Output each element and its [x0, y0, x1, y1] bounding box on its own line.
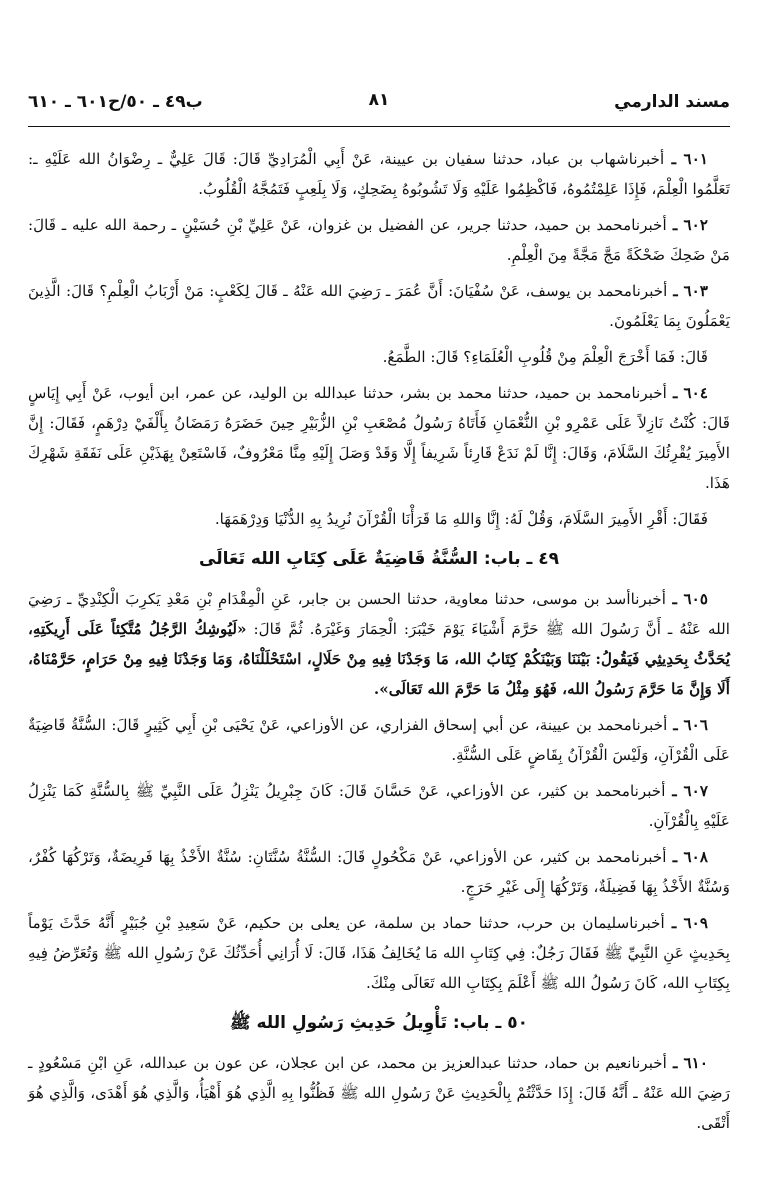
header-rule	[28, 126, 730, 127]
hadith-607: ٦٠٧ ـ أخبرنامحمد بن كثير، عن الأوزاعي، عَنْ حَسَّانَ قَالَ: كَانَ جِبْرِيلُ يَنْزِلُ عَلَى النَّبِيِّ ﷺ بِالسُّنَّةِ كَمَا يَنْزِلُ عَلَيْهِ بِالْقُرْآنِ.	[28, 782, 730, 830]
hadith-609: ٦٠٩ ـ أخبرناسليمان بن حرب، حدثنا حماد بن سلمة، عن يعلى بن حكيم، عَنْ سَعِيدِ بْنِ جُبَيْرٍ أَنَّهُ حَدَّثَ يَوْماً بِحَدِيثٍ عَنِ النَّبِيِّ ﷺ فَقَالَ رَجُلٌ: فِي كِتَابِ الله مَا يُخَالِفُ هَذَا، قَالَ: لَا أُرَانِي أُحَدِّثُكَ عَنْ رَسُولِ الله ﷺ وَتُعَرِّضُ فِيهِ بِكِتَابِ الله، كَانَ رَسُولُ الله ﷺ أَعْلَمَ بِكِتَابِ الله تَعَالَى مِنْكَ.	[28, 914, 730, 992]
hadith-603-continuation: قَالَ: فَمَا أَخْرَجَ الْعِلْمَ مِنْ قُلُوبِ الْعُلَمَاءِ؟ قَالَ: الطَّمَعُ.	[382, 348, 708, 366]
running-header	[28, 88, 730, 118]
chapter-heading-49: ٤٩ ـ باب: السُّنَّةُ قَاضِيَةٌ عَلَى كِتَابِ الله تَعَالَى	[199, 549, 559, 569]
hadith-605: ٦٠٥ ـ أخبرناأسد بن موسى، حدثنا معاوية، حدثنا الحسن بن جابر، عَنِ الْمِقْدَامِ بْنِ مَعْدِ يَكرِبَ الْكِنْدِيِّ ـ رَضِيَ الله عَنْهُ ـ أَنَّ رَسُولَ الله ﷺ حَرَّمَ أَشْيَاءَ يَوْمَ خَيْبَرَ: الْحِمَارَ وَغَيْرَهُ. ثُمَّ قَالَ: «لَيُوشِكُ الرَّجُلُ مُتَّكِئاً عَلَى أَرِيكَتِهِ، يُحَدَّثُ بِحَدِيثِي فَيَقُولُ: بَيْنَنَا وَبَيْنَكُمْ كِتَابُ الله، مَا وَجَدْنَا فِيهِ مِنْ حَلَالٍ، اسْتَحْلَلْنَاهُ، وَمَا وَجَدْنَا فِيهِ مِنْ حَرَامٍ، حَرَّمْنَاهُ، أَلَا وَإِنَّ مَا حَرَّمَ رَسُولُ الله، فَهُوَ مِثْلُ مَا حَرَّمَ الله تَعَالَى».	[28, 590, 731, 698]
hadith-604-continuation: فَقَالَ: أَقْرِ الأَمِيرَ السَّلَامَ، وَقُلْ لَهُ: إِنَّا وَاللهِ مَا قَرَأْنَا الْقُرْآنَ نُرِيدُ بِهِ الدُّنْيَا وَدِرْهَمَهَا.	[214, 510, 708, 528]
hadith-604: ٦٠٤ ـ أخبرنامحمد بن حميد، حدثنا محمد بن بشر، حدثنا عبدالله بن الوليد، عن عمر، ابن أيوب، عَنْ أَبِي إِيَاسٍ قَالَ: كُنْتُ نَازِلاً عَلَى عَمْرِو بْنِ النُّعْمَانِ فَأَتَاهُ رَسُولُ مُصْعَبِ بْنِ الزُّبَيْرِ حِينَ حَضَرَهُ رَمَضَانُ بِأَلْفَيْ دِرْهَمٍ، فَقَالَ: إِنَّ الأَمِيرَ يُقْرِئُكَ السَّلَامَ، وَقَالَ: إِنَّا لَمْ نَدَعْ قَارِئاً شَرِيفاً إِلَّا وَقَدْ وَصَلَ إِلَيْهِ مِنَّا مَعْرُوفٌ، فَاسْتَعِنْ بِهَذَيْنِ عَلَى نَفَقَةِ شَهْرِكَ هَذَا.	[28, 384, 730, 492]
chapter-heading-50: ٥٠ ـ باب: تَأْوِيلُ حَدِيثِ رَسُولِ الله ﷺ	[230, 1013, 528, 1033]
hadith-601: ٦٠١ ـ أخبرناشهاب بن عباد، حدثنا سفيان بن عيينة، عَنْ أَبِي الْمُرَادِيِّ قَالَ: قَالَ عَلِيٌّ ـ رِضْوَانُ الله عَلَيْهِ ـ: تَعَلَّمُوا الْعِلْمَ، فَإِذَا عَلِمْتُمُوهُ، فَاكْظِمُوا عَلَيْهِ وَلَا تَشُوبُوهُ بِضَحِكٍ، وَلَا بِلَعِبٍ فَتَمُجَّهُ الْقُلُوبُ.	[28, 150, 730, 198]
hadith-606: ٦٠٦ ـ أخبرنامحمد بن عيينة، عن أبي إسحاق الفزاري، عن الأوزاعي، عَنْ يَحْيَى بْنِ أَبِي كَثِيرٍ قَالَ: السُّنَّةُ قَاضِيَةٌ عَلَى الْقُرْآنِ، وَلَيْسَ الْقُرْآنُ بِقَاضٍ عَلَى السُّنَّةِ.	[28, 716, 730, 764]
hadith-602: ٦٠٢ ـ أخبرنامحمد بن حميد، حدثنا جرير، عن الفضيل بن غزوان، عَنْ عَلِيِّ بْنِ حُسَيْنٍ ـ رحمة الله عليه ـ قَالَ: مَنْ ضَحِكَ ضَحْكَةً مَجَّ مَجَّةً مِنَ الْعِلْمِ.	[28, 216, 730, 264]
hadith-603: ٦٠٣ ـ أخبرنامحمد بن يوسف، عَنْ سُفْيَانَ: أَنَّ عُمَرَ ـ رَضِيَ الله عَنْهُ ـ قَالَ لِكَعْبٍ: مَنْ أَرْبَابُ الْعِلْمِ؟ قَالَ: الَّذِينَ يَعْمَلُونَ بِمَا يَعْلَمُونَ.	[28, 282, 730, 330]
book-title: مسند الدارمي	[614, 92, 730, 112]
hadith-608: ٦٠٨ ـ أخبرنامحمد بن كثير، عن الأوزاعي، عَنْ مَكْحُولٍ قَالَ: السُّنَّةُ سُنَّتَانِ: سُنَّةٌ الأَخْذُ بِهَا فَرِيضَةٌ، وَتَرْكُهَا كُفْرٌ، وَسُنَّةٌ الأَخْذُ بِهَا فَضِيلَةٌ، وَتَرْكُهَا إِلَى غَيْرِ حَرَجٍ.	[28, 848, 730, 896]
page-number: ٨١	[368, 90, 390, 110]
section-range: ب٤٩ ـ ٥٠/ح٦٠١ ـ ٦١٠	[28, 92, 203, 112]
hadith-610: ٦١٠ ـ أخبرنانعيم بن حماد، حدثنا عبدالعزيز بن محمد، عن ابن عجلان، عن عون بن عبدالله، عَنِ ابْنِ مَسْعُودٍ ـ رَضِيَ الله عَنْهُ ـ أَنَّهُ قَالَ: إِذَا حَدَّثْتُمْ بِالْحَدِيثِ عَنْ رَسُولِ الله ﷺ فَظُنُّوا بِهِ الَّذِي هُوَ أَهْيَأُ، وَالَّذِي هُوَ أَهْدَى، وَالَّذِي هُوَ أَتْقَى.	[28, 1054, 730, 1132]
page-body	[28, 144, 730, 1144]
